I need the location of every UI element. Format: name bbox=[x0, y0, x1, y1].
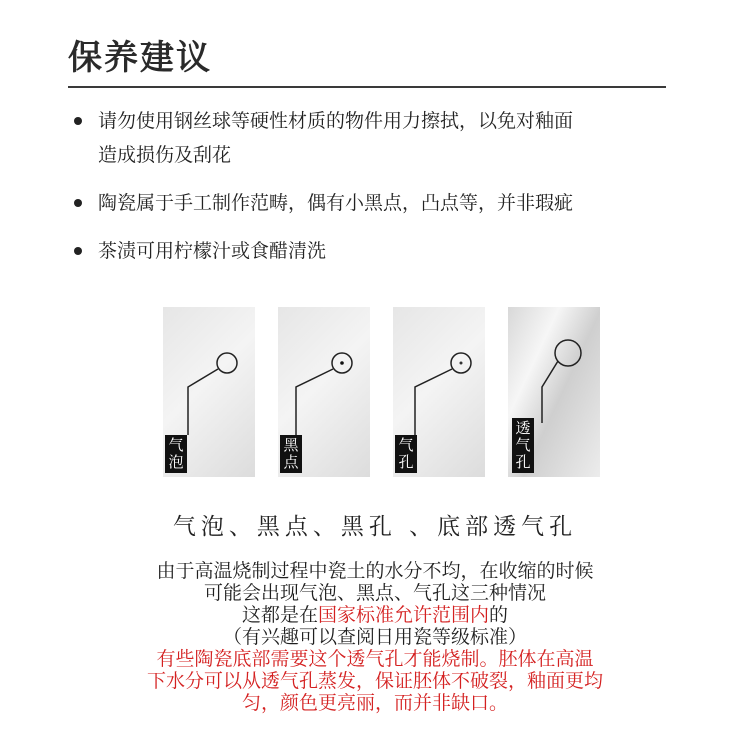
care-tips-list bbox=[72, 104, 692, 282]
tip-text-line: 请勿使用钢丝球等硬性材质的物件用力擦拭，以免对釉面 bbox=[98, 110, 574, 132]
bullet-dot-icon bbox=[74, 117, 82, 125]
bubble-photo bbox=[163, 307, 255, 477]
black-dot-photo bbox=[278, 307, 370, 477]
photo-tag: 黑 点 bbox=[280, 435, 302, 473]
page-title: 保养建议 bbox=[68, 38, 212, 78]
paragraph-line: 由于高温烧制过程中瓷土的水分不均，在收缩的时候 bbox=[156, 560, 594, 582]
list-item bbox=[72, 104, 692, 172]
paragraph-line: 有些陶瓷底部需要这个透气孔才能烧制。胚体在高温 bbox=[156, 648, 594, 670]
tip-text-line: 造成损伤及刮花 bbox=[98, 144, 232, 166]
paragraph-line: 可能会出现气泡、黑点、气孔这三种情况 bbox=[203, 582, 546, 604]
paragraph-line: 下水分可以从透气孔蒸发，保证胚体不破裂，釉面更均 bbox=[146, 670, 603, 692]
vent-hole-photo bbox=[508, 307, 600, 477]
paragraph-line: （有兴趣可以查阅日用瓷等级标准） bbox=[222, 626, 527, 648]
explanation-paragraph bbox=[0, 560, 750, 714]
title-divider bbox=[68, 86, 666, 88]
defect-photo-row bbox=[163, 307, 603, 477]
list-item bbox=[72, 234, 692, 268]
photo-tag: 气 泡 bbox=[165, 435, 187, 473]
tip-text-line: 陶瓷属于手工制作范畴，偶有小黑点，凸点等，并非瑕疵 bbox=[98, 192, 574, 214]
list-item bbox=[72, 186, 692, 220]
tip-text-line: 茶渍可用柠檬汁或食醋清洗 bbox=[98, 240, 327, 262]
paragraph-line: 匀，颜色更亮丽，而并非缺口。 bbox=[241, 692, 508, 714]
pore-photo bbox=[393, 307, 485, 477]
photo-tag: 气 孔 bbox=[395, 435, 417, 473]
photo-caption: 气泡、黑点、黑孔 、底部透气孔 bbox=[172, 514, 578, 540]
highlight-text: 国家标准允许范围内 bbox=[317, 604, 489, 626]
bullet-dot-icon bbox=[74, 247, 82, 255]
bullet-dot-icon bbox=[74, 199, 82, 207]
paragraph-line: 这都是在国家标准允许范围内的 bbox=[241, 604, 509, 626]
photo-tag: 透 气 孔 bbox=[512, 418, 534, 473]
